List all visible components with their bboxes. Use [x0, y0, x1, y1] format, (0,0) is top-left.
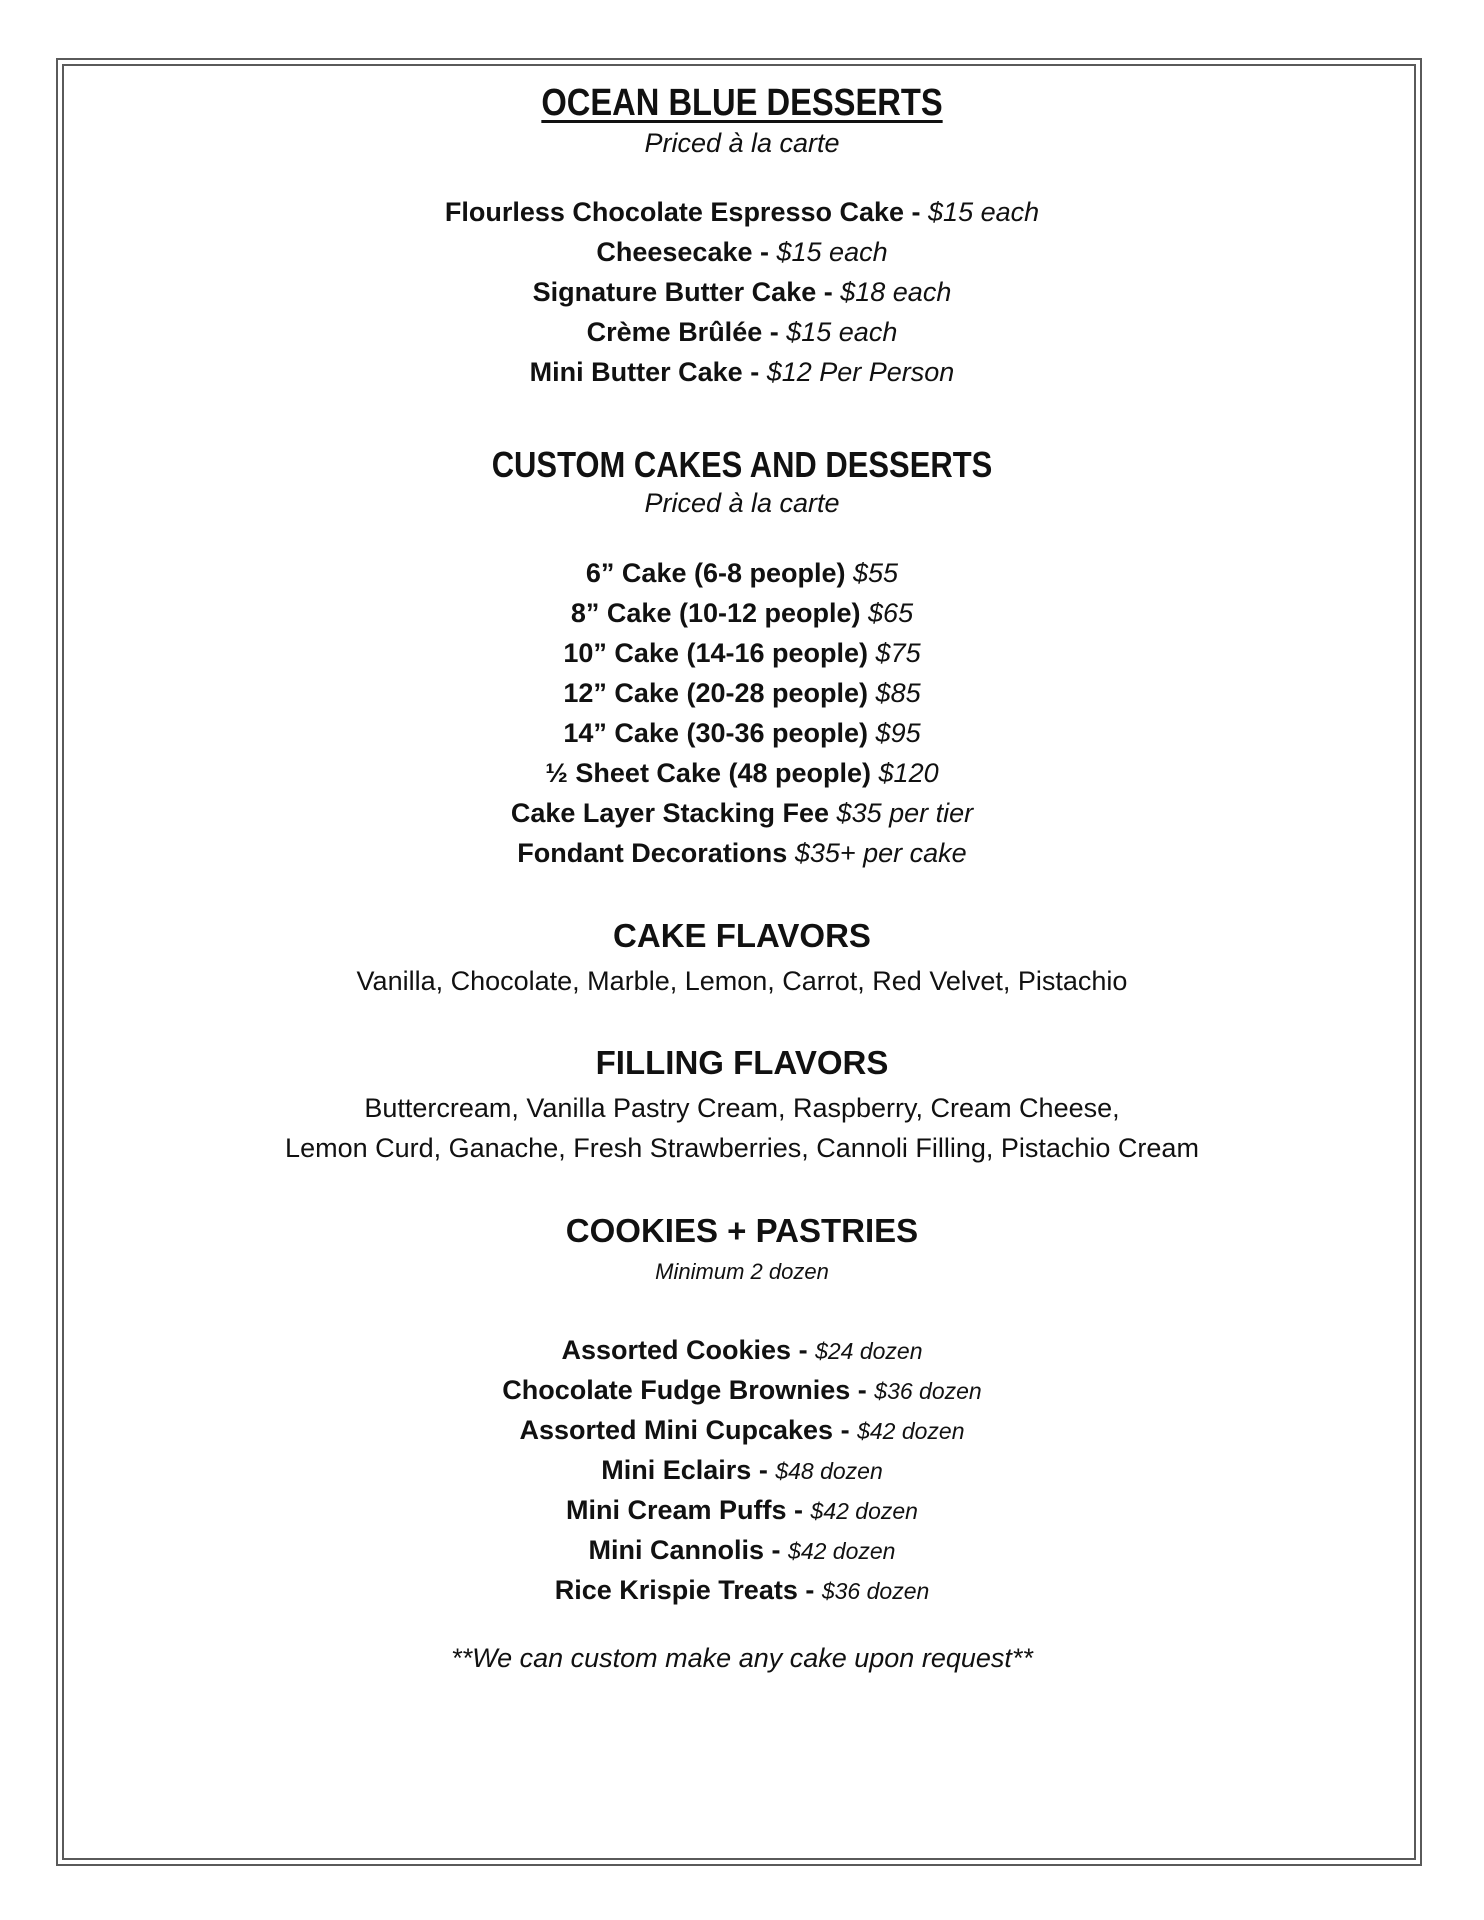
item-price: $12 Per Person: [766, 357, 955, 387]
item-separator: -: [786, 1495, 811, 1525]
menu-item: [0, 717, 1484, 749]
item-separator: -: [762, 317, 787, 347]
item-price: $85: [875, 678, 921, 708]
item-price: $120: [878, 758, 939, 788]
item-name: Mini Butter Cake: [529, 357, 743, 387]
menu-item: [0, 757, 1484, 789]
item-separator: -: [904, 197, 929, 227]
item-separator: -: [850, 1375, 875, 1405]
item-name: Cake Layer Stacking Fee: [510, 798, 830, 828]
cake-flavors-title: CAKE FLAVORS: [613, 917, 871, 954]
item-price: $55: [853, 558, 899, 588]
menu-item: [0, 1454, 1484, 1487]
item-price: $15 each: [776, 237, 888, 267]
menu-item: [0, 637, 1484, 669]
item-name: Assorted Cookies: [561, 1335, 792, 1365]
menu-item: [0, 196, 1484, 228]
filling-flavors-line-1: Buttercream, Vanilla Pastry Cream, Raspberry, Cream Cheese,: [364, 1093, 1120, 1123]
item-separator: -: [791, 1335, 816, 1365]
item-name: Cheesecake: [596, 237, 753, 267]
item-price: $75: [875, 638, 921, 668]
filling-flavors-line-2: Lemon Curd, Ganache, Fresh Strawberries, Cannoli Filling, Pistachio Cream: [285, 1133, 1199, 1163]
item-separator: -: [797, 1575, 822, 1605]
menu-item: [0, 1534, 1484, 1567]
item-name: 6” Cake (6-8 people): [585, 558, 846, 588]
item-separator: -: [751, 1455, 776, 1485]
item-price: $15 each: [928, 197, 1040, 227]
item-price: $35+ per cake: [794, 838, 967, 868]
item-separator: -: [742, 357, 767, 387]
custom-request-note: **We can custom make any cake upon request**: [451, 1643, 1033, 1673]
item-name: 14” Cake (30-36 people): [563, 718, 869, 748]
item-name: Mini Eclairs: [601, 1455, 752, 1485]
ocean-blue-subtitle: Priced à la carte: [644, 128, 840, 158]
menu-item: [0, 1414, 1484, 1447]
item-name: Crème Brûlée: [586, 317, 763, 347]
item-price: $36 dozen: [821, 1578, 930, 1604]
item-name: Fondant Decorations: [517, 838, 788, 868]
menu-item: [0, 1374, 1484, 1407]
menu-item: [0, 236, 1484, 268]
menu-item: [0, 1494, 1484, 1527]
menu-item: [0, 316, 1484, 348]
menu-item: [0, 597, 1484, 629]
menu-item: [0, 837, 1484, 869]
item-name: Rice Krispie Treats: [554, 1575, 798, 1605]
item-price: $42 dozen: [857, 1418, 965, 1444]
item-separator: -: [833, 1415, 858, 1445]
item-price: $18 each: [840, 277, 952, 307]
filling-flavors-title: FILLING FLAVORS: [595, 1044, 889, 1081]
custom-cakes-title: CUSTOM CAKES AND DESSERTS: [491, 444, 993, 485]
item-price: $35 per tier: [836, 798, 974, 828]
item-name: Flourless Chocolate Espresso Cake: [444, 197, 905, 227]
item-separator: -: [764, 1535, 789, 1565]
menu-item: [0, 356, 1484, 388]
item-name: 8” Cake (10-12 people): [570, 598, 861, 628]
item-name: Mini Cream Puffs: [566, 1495, 787, 1525]
menu-item: [0, 557, 1484, 589]
item-price: $15 each: [786, 317, 898, 347]
item-price: $24 dozen: [815, 1338, 923, 1364]
item-price: $48 dozen: [775, 1458, 883, 1484]
item-name: Signature Butter Cake: [532, 277, 817, 307]
item-name: Mini Cannolis: [588, 1535, 765, 1565]
item-separator: -: [816, 277, 841, 307]
custom-cakes-subtitle: Priced à la carte: [644, 488, 840, 518]
item-price: $95: [875, 718, 921, 748]
menu-item: [0, 677, 1484, 709]
menu-item: [0, 797, 1484, 829]
item-price: $36 dozen: [874, 1378, 982, 1404]
item-price: $42 dozen: [810, 1498, 918, 1524]
item-name: ½ Sheet Cake (48 people): [545, 758, 872, 788]
item-price: $42 dozen: [788, 1538, 896, 1564]
item-separator: -: [752, 237, 777, 267]
menu-item: [0, 1574, 1484, 1607]
cookies-title: COOKIES + PASTRIES: [565, 1212, 919, 1249]
ocean-blue-title: OCEAN BLUE DESSERTS: [541, 82, 943, 124]
menu-item: [0, 1334, 1484, 1367]
cookies-subtitle: Minimum 2 dozen: [655, 1259, 829, 1284]
item-name: Chocolate Fudge Brownies: [502, 1375, 851, 1405]
item-name: Assorted Mini Cupcakes: [519, 1415, 834, 1445]
item-name: 10” Cake (14-16 people): [563, 638, 869, 668]
item-price: $65: [868, 598, 914, 628]
menu-item: [0, 276, 1484, 308]
item-name: 12” Cake (20-28 people): [563, 678, 869, 708]
cake-flavors-list: Vanilla, Chocolate, Marble, Lemon, Carrot, Red Velvet, Pistachio: [356, 966, 1128, 996]
